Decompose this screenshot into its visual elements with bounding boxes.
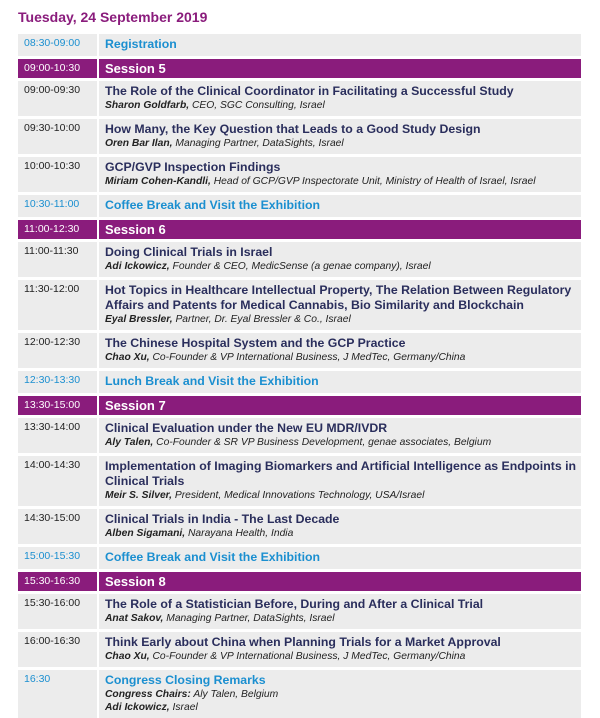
talk-row — [18, 156, 581, 194]
talk-title: Think Early about China when Planning Trials for a Market Approval — [105, 635, 577, 650]
time-cell: 11:00-11:30 — [18, 241, 98, 279]
speaker-line — [105, 612, 577, 625]
speaker-role: Co-Founder & VP International Business, J MedTec, Germany/China — [153, 352, 466, 363]
content-cell — [98, 241, 581, 279]
break-title: Lunch Break and Visit the Exhibition — [105, 374, 577, 389]
content-cell — [98, 455, 581, 508]
time-cell: 11:00-12:30 — [18, 219, 98, 241]
content-cell — [98, 156, 581, 194]
talk-row — [18, 508, 581, 546]
talk-title: Implementation of Imaging Biomarkers and Artificial Intelligence as Endpoints in Clinical Trials — [105, 459, 577, 489]
content-cell — [98, 631, 581, 669]
session-title: Session 6 — [98, 219, 581, 241]
speaker-name: Adi Ickowicz, — [105, 702, 170, 713]
speaker-role: Managing Partner, DataSights, Israel — [166, 613, 334, 624]
talk-row — [18, 417, 581, 455]
time-cell: 14:00-14:30 — [18, 455, 98, 508]
session-header-row — [18, 395, 581, 417]
talk-row — [18, 332, 581, 370]
session-header-row — [18, 58, 581, 80]
speaker-line — [105, 436, 577, 449]
time-cell: 12:00-12:30 — [18, 332, 98, 370]
time-cell: 16:00-16:30 — [18, 631, 98, 669]
speaker-name: Adi Ickowicz, — [105, 261, 170, 272]
talk-row — [18, 279, 581, 332]
break-title: Coffee Break and Visit the Exhibition — [105, 198, 577, 213]
speaker-name: Alben Sigamani, — [105, 528, 185, 539]
time-cell: 09:30-10:00 — [18, 118, 98, 156]
speaker-name: Chao Xu, — [105, 651, 150, 662]
talk-title: GCP/GVP Inspection Findings — [105, 160, 577, 175]
time-cell: 13:30-14:00 — [18, 417, 98, 455]
break-title: Congress Closing Remarks — [105, 673, 577, 688]
chairs-line — [105, 688, 577, 701]
speaker-name: Eyal Bressler, — [105, 314, 173, 325]
content-cell — [98, 279, 581, 332]
speaker-role: Co-Founder & SR VP Business Development, genae associates, Belgium — [156, 437, 491, 448]
talk-title: Clinical Trials in India - The Last Decade — [105, 512, 577, 527]
content-cell — [98, 546, 581, 571]
content-cell — [98, 332, 581, 370]
session-title: Session 8 — [98, 571, 581, 593]
speaker-role: Partner, Dr. Eyal Bressler & Co., Israel — [175, 314, 350, 325]
content-cell — [98, 593, 581, 631]
chair-line-2 — [105, 701, 577, 714]
break-row — [18, 669, 581, 718]
break-title: Registration — [105, 37, 577, 52]
speaker-role: Managing Partner, DataSights, Israel — [175, 138, 343, 149]
time-cell: 15:00-15:30 — [18, 546, 98, 571]
speaker-role: President, Medical Innovations Technology, USA/Israel — [175, 490, 425, 501]
content-cell — [98, 80, 581, 118]
speaker-name: Miriam Cohen-Kandli, — [105, 176, 211, 187]
time-cell: 08:30-09:00 — [18, 33, 98, 58]
break-row — [18, 33, 581, 58]
time-cell: 10:30-11:00 — [18, 194, 98, 219]
talk-row — [18, 593, 581, 631]
speaker-role: Founder & CEO, MedicSense (a genae company), Israel — [173, 261, 431, 272]
speaker-role: CEO, SGC Consulting, Israel — [192, 100, 325, 111]
content-cell — [98, 33, 581, 58]
speaker-role: Head of GCP/GVP Inspectorate Unit, Ministry of Health of Israel, Israel — [214, 176, 536, 187]
break-title: Coffee Break and Visit the Exhibition — [105, 550, 577, 565]
session-header-row — [18, 571, 581, 593]
content-cell — [98, 194, 581, 219]
speaker-line — [105, 650, 577, 663]
talk-row — [18, 455, 581, 508]
time-cell: 14:30-15:00 — [18, 508, 98, 546]
time-cell: 13:30-15:00 — [18, 395, 98, 417]
session-header-row — [18, 219, 581, 241]
time-cell: 15:30-16:00 — [18, 593, 98, 631]
speaker-role: Israel — [173, 702, 198, 713]
content-cell — [98, 370, 581, 395]
talk-row — [18, 118, 581, 156]
speaker-line — [105, 351, 577, 364]
break-row — [18, 546, 581, 571]
speaker-name: Meir S. Silver, — [105, 490, 172, 501]
session-title: Session 7 — [98, 395, 581, 417]
content-cell — [98, 669, 581, 718]
schedule-table — [18, 31, 581, 718]
speaker-name: Sharon Goldfarb, — [105, 100, 189, 111]
talk-title: The Role of the Clinical Coordinator in Facilitating a Successful Study — [105, 84, 577, 99]
talk-title: The Role of a Statistician Before, During and After a Clinical Trial — [105, 597, 577, 612]
time-cell: 10:00-10:30 — [18, 156, 98, 194]
break-row — [18, 194, 581, 219]
chair-name: Aly Talen, Belgium — [193, 689, 278, 700]
speaker-line — [105, 260, 577, 273]
speaker-role: Narayana Health, India — [188, 528, 293, 539]
speaker-name: Chao Xu, — [105, 352, 150, 363]
session-title: Session 5 — [98, 58, 581, 80]
talk-row — [18, 631, 581, 669]
talk-title: Clinical Evaluation under the New EU MDR/IVDR — [105, 421, 577, 436]
content-cell — [98, 118, 581, 156]
time-cell: 09:00-09:30 — [18, 80, 98, 118]
talk-title: The Chinese Hospital System and the GCP Practice — [105, 336, 577, 351]
talk-row — [18, 80, 581, 118]
speaker-line — [105, 99, 577, 112]
content-cell — [98, 508, 581, 546]
chairs-label: Congress Chairs: — [105, 689, 191, 700]
speaker-role: Co-Founder & VP International Business, J MedTec, Germany/China — [153, 651, 466, 662]
day-title: Tuesday, 24 September 2019 — [18, 9, 207, 25]
speaker-name: Aly Talen, — [105, 437, 153, 448]
talk-title: How Many, the Key Question that Leads to a Good Study Design — [105, 122, 577, 137]
speaker-name: Anat Sakov, — [105, 613, 163, 624]
break-row — [18, 370, 581, 395]
talk-row — [18, 241, 581, 279]
time-cell: 15:30-16:30 — [18, 571, 98, 593]
time-cell: 11:30-12:00 — [18, 279, 98, 332]
speaker-name: Oren Bar Ilan, — [105, 138, 173, 149]
time-cell: 09:00-10:30 — [18, 58, 98, 80]
speaker-line — [105, 489, 577, 502]
time-cell: 16:30 — [18, 669, 98, 718]
speaker-line — [105, 313, 577, 326]
talk-title: Doing Clinical Trials in Israel — [105, 245, 577, 260]
speaker-line — [105, 175, 577, 188]
content-cell — [98, 417, 581, 455]
talk-title: Hot Topics in Healthcare Intellectual Property, The Relation Between Regulatory Affairs and Patents for Medical Cannabis, Bio Similarity and Blockchain — [105, 283, 577, 313]
speaker-line — [105, 527, 577, 540]
time-cell: 12:30-13:30 — [18, 370, 98, 395]
speaker-line — [105, 137, 577, 150]
